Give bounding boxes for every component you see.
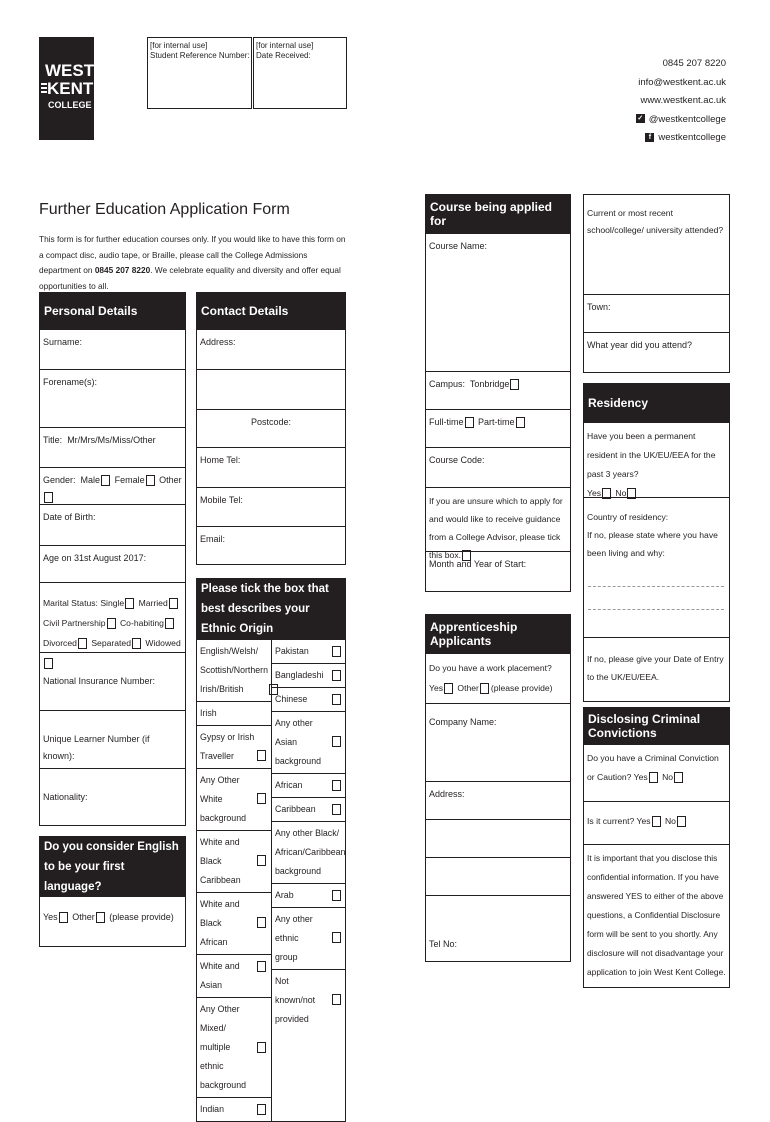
logo-line-2: KENT bbox=[47, 79, 94, 98]
ethnic-checkbox[interactable] bbox=[332, 932, 341, 943]
logo-line-1: WEST bbox=[45, 61, 95, 80]
year-attended-field[interactable] bbox=[583, 333, 730, 373]
ethnic-option-label: White and Asian bbox=[200, 961, 240, 990]
address-label: Address: bbox=[200, 337, 236, 347]
campus-checkbox[interactable] bbox=[510, 379, 519, 390]
advice-text: If you are unsure which to apply for and would like to receive guidance from a College Advisor, please tick this box. bbox=[429, 496, 563, 560]
ethnic-checkbox[interactable] bbox=[257, 855, 266, 866]
gender-label: Gender: bbox=[43, 475, 76, 485]
dob-label: Date of Birth: bbox=[43, 512, 96, 522]
ethnic-options-right bbox=[272, 640, 346, 1121]
ethnic-option[interactable] bbox=[272, 640, 346, 664]
widowed-label: Widowed bbox=[145, 638, 181, 648]
marital-status-field bbox=[39, 583, 186, 653]
ethnic-option[interactable] bbox=[272, 798, 346, 822]
personal-details-header: Personal Details bbox=[39, 292, 186, 330]
ethnic-options-left bbox=[197, 640, 272, 1121]
age-label: Age on 31st August 2017: bbox=[43, 553, 147, 563]
ethnic-option[interactable] bbox=[272, 884, 346, 908]
ethnic-option-label: Not known/not provided bbox=[275, 976, 316, 1024]
ethnic-checkbox[interactable] bbox=[257, 793, 266, 804]
ethnic-option[interactable] bbox=[272, 908, 346, 970]
ethnic-option-label: Arab bbox=[275, 890, 294, 900]
civil-label: Civil Partnership bbox=[43, 618, 106, 628]
answer-line[interactable] bbox=[588, 587, 724, 610]
separated-label: Separated bbox=[91, 638, 131, 648]
tel-no-label: Tel No: bbox=[429, 939, 458, 949]
company-address-field[interactable] bbox=[425, 782, 571, 820]
english-other-label: Other bbox=[72, 912, 95, 922]
ethnic-option-label: Caribbean bbox=[275, 804, 316, 814]
ethnic-checkbox[interactable] bbox=[332, 646, 341, 657]
divorced-label: Divorced bbox=[43, 638, 77, 648]
fulltime-label: Full-time bbox=[429, 417, 464, 427]
ethnic-checkbox[interactable] bbox=[332, 994, 341, 1005]
gender-male-checkbox[interactable] bbox=[101, 475, 110, 486]
ethnic-checkbox[interactable] bbox=[332, 670, 341, 681]
campus-label: Campus: bbox=[429, 379, 466, 389]
town-field[interactable] bbox=[583, 295, 730, 333]
english-header: Do you consider English to be your first language? bbox=[39, 836, 186, 897]
nationality-label: Nationality: bbox=[43, 792, 88, 802]
parttime-checkbox[interactable] bbox=[516, 417, 525, 428]
ethnic-option[interactable] bbox=[197, 1098, 271, 1121]
forenames-field[interactable] bbox=[39, 370, 186, 428]
forenames-label: Forename(s): bbox=[43, 377, 98, 387]
year-attended-label: What year did you attend? bbox=[587, 340, 693, 350]
country-note: If no, please state where you have been living and why: bbox=[587, 530, 718, 558]
parttime-label: Part-time bbox=[478, 417, 515, 427]
date-received-box[interactable] bbox=[253, 37, 347, 109]
tel-no-field[interactable] bbox=[425, 896, 571, 962]
internal-use-note: [for internal use] bbox=[256, 41, 314, 50]
contact-details-header: Contact Details bbox=[196, 292, 346, 330]
student-reference-label: Student Reference Number: bbox=[150, 51, 250, 60]
residency-question: Have you been a permanent resident in the UK/EU/EEA for the past 3 years? bbox=[587, 431, 716, 479]
surname-label: Surname: bbox=[43, 337, 83, 347]
ethnic-checkbox[interactable] bbox=[332, 736, 341, 747]
current-no-checkbox[interactable] bbox=[677, 816, 686, 827]
town-label: Town: bbox=[587, 302, 611, 312]
ethnic-option[interactable] bbox=[197, 640, 271, 702]
ethnic-option[interactable] bbox=[197, 769, 271, 831]
current-yes-checkbox[interactable] bbox=[652, 816, 661, 827]
college-facebook[interactable] bbox=[636, 129, 726, 148]
logo-line-3: COLLEGE bbox=[48, 100, 92, 110]
conviction-question-field bbox=[583, 745, 730, 802]
ethnic-checkbox[interactable] bbox=[257, 750, 266, 761]
ethnic-option-label: White and Black Caribbean bbox=[200, 837, 241, 885]
fulltime-checkbox[interactable] bbox=[465, 417, 474, 428]
gender-other-checkbox[interactable] bbox=[44, 492, 53, 503]
married-checkbox[interactable] bbox=[169, 598, 178, 609]
address-line-2[interactable] bbox=[196, 370, 346, 410]
college-logo bbox=[39, 37, 94, 140]
cohabiting-checkbox[interactable] bbox=[165, 618, 174, 629]
separated-checkbox[interactable] bbox=[132, 638, 141, 649]
ethnic-option[interactable] bbox=[272, 822, 346, 884]
personal-details-section bbox=[39, 292, 186, 826]
internal-use-note: [for internal use] bbox=[150, 41, 208, 50]
current-question-field bbox=[583, 802, 730, 845]
work-placement-field bbox=[425, 654, 571, 704]
entry-date-note: If no, please give your Date of Entry to the UK/EU/EEA. bbox=[587, 654, 724, 682]
english-yes-label: Yes bbox=[43, 912, 58, 922]
ethnic-option[interactable] bbox=[272, 970, 346, 1031]
college-phone: 0845 207 8220 bbox=[662, 58, 726, 69]
ethnic-option[interactable] bbox=[272, 664, 346, 688]
entry-date-field[interactable] bbox=[583, 638, 730, 702]
english-provide-note: (please provide) bbox=[109, 912, 174, 922]
placement-yes-label: Yes bbox=[429, 683, 444, 693]
ethnic-checkbox[interactable] bbox=[257, 1104, 266, 1115]
single-label: Single bbox=[100, 598, 125, 608]
campus-field bbox=[425, 372, 571, 410]
email-label: Email: bbox=[200, 534, 226, 544]
ethnic-option-label: Any Other Mixed/ multiple ethnic background bbox=[200, 1004, 246, 1090]
ethnic-option-label: Bangladeshi bbox=[275, 670, 324, 680]
course-code-field[interactable] bbox=[425, 448, 571, 488]
civil-checkbox[interactable] bbox=[107, 618, 116, 629]
school-attended-label: Current or most recent school/college/ university attended? bbox=[587, 208, 724, 235]
uln-field[interactable] bbox=[39, 711, 186, 769]
gender-female-label: Female bbox=[114, 475, 145, 485]
twitter-icon: ✓ bbox=[637, 115, 644, 123]
ethnic-checkbox[interactable] bbox=[257, 917, 266, 928]
answer-line[interactable] bbox=[588, 562, 724, 587]
conviction-question: Do you have a Criminal Conviction or Caution? bbox=[587, 753, 719, 782]
disclosure-note bbox=[583, 845, 730, 988]
conviction-no-checkbox[interactable] bbox=[674, 772, 683, 783]
college-email[interactable]: info@westkent.ac.uk bbox=[638, 76, 726, 88]
marital-label: Marital Status: bbox=[43, 598, 98, 608]
course-header: Course being applied for bbox=[425, 194, 571, 234]
ethnic-option[interactable] bbox=[197, 831, 271, 893]
english-first-language-section bbox=[39, 836, 186, 947]
title-field[interactable] bbox=[39, 428, 186, 468]
ethnic-checkbox[interactable] bbox=[332, 804, 341, 815]
study-mode-field bbox=[425, 410, 571, 448]
start-date-field[interactable] bbox=[425, 552, 571, 592]
ethnic-option-label: White and Black African bbox=[200, 899, 240, 947]
home-tel-label: Home Tel: bbox=[200, 455, 241, 465]
twitter-handle: @westkentcollege bbox=[648, 113, 726, 125]
course-section bbox=[425, 194, 571, 592]
ethnic-option[interactable] bbox=[272, 688, 346, 712]
contact-details-section bbox=[196, 292, 346, 565]
conviction-no-label: No bbox=[662, 772, 674, 782]
start-date-label: Month and Year of Start: bbox=[429, 559, 527, 569]
criminal-convictions-section bbox=[583, 707, 730, 988]
mobile-tel-label: Mobile Tel: bbox=[200, 495, 243, 505]
residency-no-label: No bbox=[615, 488, 627, 498]
course-name-label: Course Name: bbox=[429, 241, 488, 251]
ethnic-option-label: Any other Asian background bbox=[275, 718, 321, 766]
advice-field bbox=[425, 488, 571, 560]
ni-number-label: National Insurance Number: bbox=[43, 676, 156, 686]
criminal-header: Disclosing Criminal Convictions bbox=[583, 707, 730, 745]
intro-phone: 0845 207 8220 bbox=[94, 265, 151, 275]
ethnic-options-grid bbox=[196, 640, 346, 1122]
conviction-yes-label: Yes bbox=[633, 772, 648, 782]
ethnic-checkbox[interactable] bbox=[332, 694, 341, 705]
work-placement-question: Do you have a work placement? bbox=[429, 663, 552, 673]
email-field[interactable] bbox=[196, 527, 346, 565]
ethnic-origin-section bbox=[196, 578, 346, 1122]
college-twitter[interactable] bbox=[636, 111, 726, 130]
nationality-field[interactable] bbox=[39, 769, 186, 826]
ethnic-option-label: Indian bbox=[200, 1104, 224, 1114]
age-field[interactable] bbox=[39, 546, 186, 583]
date-received-label: Date Received: bbox=[256, 51, 311, 60]
english-answer-field bbox=[39, 897, 186, 947]
ethnic-option[interactable] bbox=[272, 774, 346, 798]
ethnic-option[interactable] bbox=[197, 893, 271, 955]
ethnic-option-label: Pakistan bbox=[275, 646, 309, 656]
ethnic-option[interactable] bbox=[197, 702, 271, 726]
student-reference-box[interactable] bbox=[147, 37, 252, 109]
ethnic-option-label: Gypsy or Irish Traveller bbox=[200, 732, 255, 761]
residency-header: Residency bbox=[583, 383, 730, 423]
ethnic-option[interactable] bbox=[272, 712, 346, 774]
ethnic-option[interactable] bbox=[197, 955, 271, 998]
mobile-tel-field[interactable] bbox=[196, 488, 346, 527]
course-name-field[interactable] bbox=[425, 234, 571, 372]
conviction-yes-checkbox[interactable] bbox=[649, 772, 658, 783]
intro-text: This form is for further education courses only. If you would like to have this form on a compact disc, audio tape, or Braille, please call the College Admissions department on bbox=[39, 234, 346, 275]
apprenticeship-section bbox=[425, 614, 571, 962]
course-code-label: Course Code: bbox=[429, 455, 485, 465]
country-label: Country of residency: bbox=[587, 512, 669, 522]
form-intro bbox=[39, 232, 349, 294]
school-attended-field[interactable] bbox=[583, 194, 730, 295]
dob-field[interactable] bbox=[39, 505, 186, 546]
uln-label: Unique Learner Number (if known): bbox=[43, 734, 150, 761]
facebook-handle: westkentcollege bbox=[658, 132, 726, 143]
address-field[interactable] bbox=[196, 330, 346, 370]
company-address-line-2[interactable] bbox=[425, 820, 571, 858]
ethnic-checkbox[interactable] bbox=[257, 1042, 266, 1053]
ethnic-option-label: Irish bbox=[200, 708, 217, 718]
ethnic-option-label: Any Other White background bbox=[200, 775, 246, 823]
apprenticeship-header: Apprenticeship Applicants bbox=[425, 614, 571, 654]
placement-other-label: Other bbox=[457, 683, 479, 693]
company-address-line-3[interactable] bbox=[425, 858, 571, 896]
ethnic-option[interactable] bbox=[197, 726, 271, 769]
company-address-label: Address: bbox=[429, 789, 465, 799]
country-of-residency-field[interactable] bbox=[583, 498, 730, 638]
ethnic-option-label: Any other ethnic group bbox=[275, 914, 313, 962]
intro-text-end: . We celebrate equality and diversity and offer equal opportunities to all. bbox=[39, 265, 341, 291]
divorced-checkbox[interactable] bbox=[78, 638, 87, 649]
postcode-label: Postcode: bbox=[250, 417, 292, 427]
facebook-icon: f bbox=[645, 133, 654, 142]
ethnic-option-label: Any other Black/ African/Caribbean background bbox=[275, 828, 346, 876]
ethnic-checkbox[interactable] bbox=[257, 961, 266, 972]
ethnic-checkbox[interactable] bbox=[332, 780, 341, 791]
placement-provide-note: (please provide) bbox=[490, 683, 553, 693]
ni-number-field[interactable] bbox=[39, 653, 186, 711]
single-checkbox[interactable] bbox=[125, 598, 134, 609]
home-tel-field[interactable] bbox=[196, 448, 346, 488]
placement-other-checkbox[interactable] bbox=[480, 683, 489, 694]
married-label: Married bbox=[138, 598, 168, 608]
postcode-field[interactable] bbox=[196, 410, 346, 448]
school-section bbox=[583, 194, 730, 373]
ethnic-option[interactable] bbox=[197, 998, 271, 1098]
ethnic-option-label: African bbox=[275, 780, 303, 790]
current-question: Is it current? bbox=[587, 816, 635, 826]
college-website[interactable]: www.westkent.ac.uk bbox=[640, 95, 726, 106]
gender-field bbox=[39, 468, 186, 505]
campus-value: Tonbridge bbox=[469, 379, 510, 389]
ethnic-origin-header: Please tick the box that best describes your Ethnic Origin bbox=[196, 578, 346, 640]
company-name-label: Company Name: bbox=[429, 717, 497, 727]
company-name-field[interactable] bbox=[425, 704, 571, 782]
current-no-label: No bbox=[664, 816, 676, 826]
ethnic-checkbox[interactable] bbox=[332, 890, 341, 901]
gender-male-label: Male bbox=[80, 475, 101, 485]
gender-other-label: Other bbox=[159, 475, 182, 485]
english-yes-checkbox[interactable] bbox=[59, 912, 68, 923]
cohabiting-label: Co-habiting bbox=[119, 618, 164, 628]
title-label: Title: bbox=[43, 435, 63, 445]
residency-section bbox=[583, 383, 730, 702]
title-options: Mr/Mrs/Ms/Miss/Other bbox=[67, 435, 156, 445]
disclosure-text: It is important that you disclose this confidential information. If you have answered YES to either of the above questions, a Confidential Disclosure form will be sent to you shortly. Any disclosure will not disadvantage your application to join West Kent College. bbox=[587, 853, 726, 977]
college-contact-info bbox=[636, 55, 726, 148]
residency-yes-label: Yes bbox=[587, 488, 602, 498]
form-title: Further Education Application Form bbox=[39, 201, 290, 218]
gender-female-checkbox[interactable] bbox=[146, 475, 155, 486]
english-other-checkbox[interactable] bbox=[96, 912, 105, 923]
placement-yes-checkbox[interactable] bbox=[444, 683, 453, 694]
residency-question-field bbox=[583, 423, 730, 498]
ethnic-option-label: Chinese bbox=[275, 694, 308, 704]
current-yes-label: Yes bbox=[636, 816, 651, 826]
surname-field[interactable] bbox=[39, 330, 186, 370]
ethnic-option-label: English/Welsh/ Scottish/Northern Irish/British bbox=[200, 646, 268, 694]
